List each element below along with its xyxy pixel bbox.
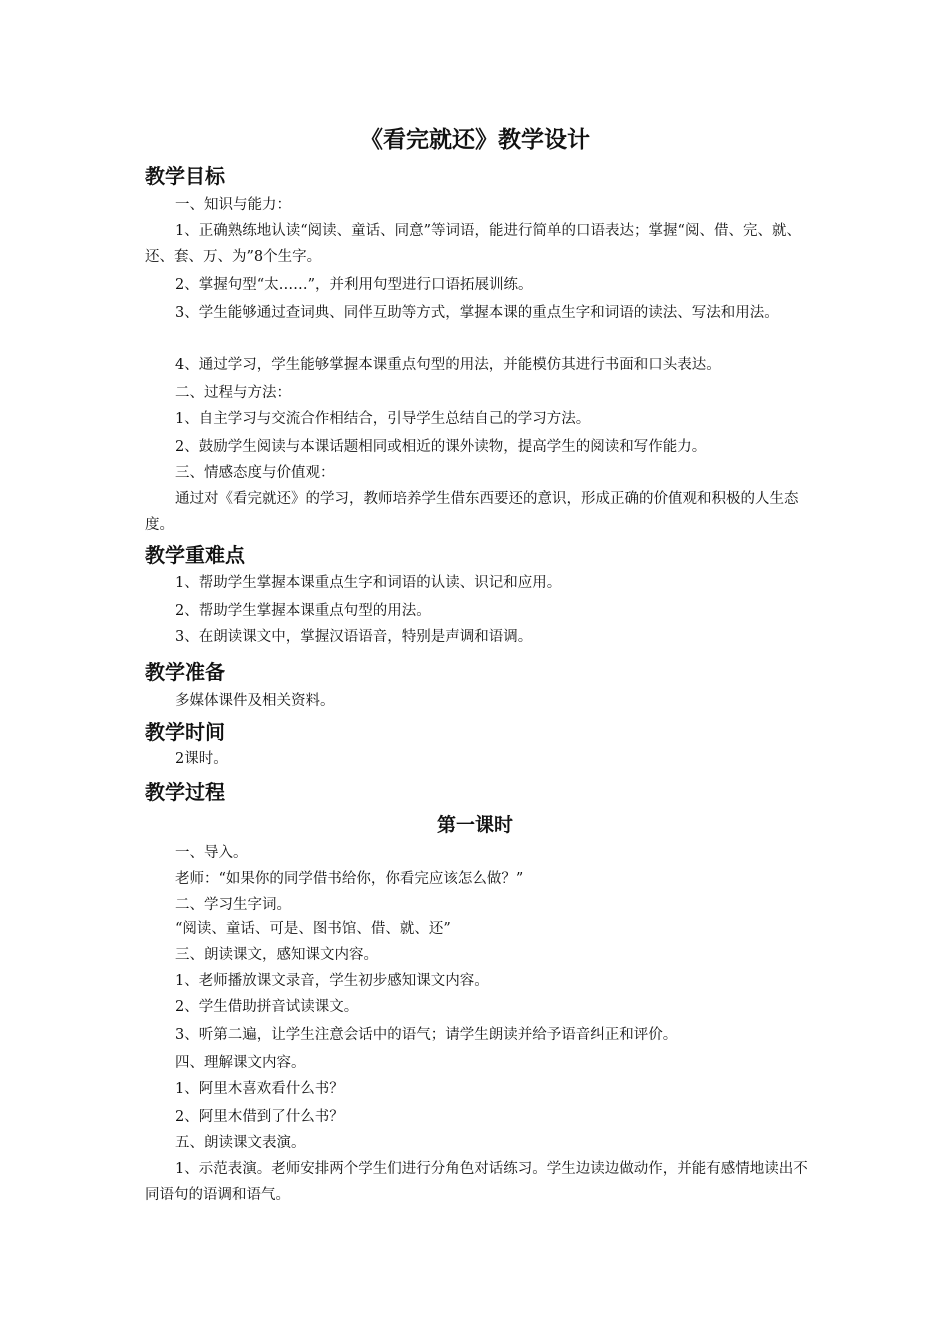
paragraph: 老师：“如果你的同学借书给你，你看完应该怎么做？” (175, 871, 524, 887)
paragraph: 五、朗读课文表演。 (175, 1135, 306, 1151)
paragraph: 1、帮助学生掌握本课重点生字和词语的认读、识记和应用。 (175, 575, 562, 591)
paragraph: 2、鼓励学生阅读与本课话题相同或相近的课外读物，提高学生的阅读和写作能力。 (175, 439, 707, 455)
paragraph: 通过对《看完就还》的学习，教师培养学生借东西要还的意识，形成正确的价值观和积极的人生态度。 (145, 491, 799, 533)
paragraph: 3、学生能够通过查词典、同伴互助等方式，掌握本课的重点生字和词语的读法、写法和用法。 (175, 305, 779, 321)
heading-prep: 教学准备 (145, 660, 225, 684)
paragraph: 三、情感态度与价值观： (175, 465, 335, 481)
paragraph: 一、知识与能力： (175, 197, 291, 213)
paragraph: 2、阿里木借到了什么书？ (175, 1109, 344, 1125)
subheading-lesson-one: 第一课时 (436, 814, 513, 836)
heading-time: 教学时间 (145, 720, 225, 744)
document-title: 《看完就还》教学设计 (360, 127, 590, 153)
paragraph: 1、阿里木喜欢看什么书？ (175, 1081, 344, 1097)
paragraph: 1、正确熟练地认读“阅读、童话、同意”等词语，能进行简单的口语表达；掌握“阅、借、完、就、还、套、万、为”8个生字。 (145, 223, 801, 265)
paragraph: 1、自主学习与交流合作相结合，引导学生总结自己的学习方法。 (175, 411, 591, 427)
paragraph: “阅读、童话、可是、图书馆、借、就、还” (175, 921, 451, 937)
paragraph: 4、通过学习，学生能够掌握本课重点句型的用法，并能模仿其进行书面和口头表达。 (175, 357, 721, 373)
paragraph: 2、掌握句型“太……”，并利用句型进行口语拓展训练。 (175, 277, 533, 293)
paragraph: 3、听第二遍，让学生注意会话中的语气；请学生朗读并给予语音纠正和评价。 (175, 1027, 678, 1043)
heading-process: 教学过程 (145, 780, 225, 804)
paragraph: 二、学习生字词。 (175, 897, 291, 913)
paragraph: 一、导入。 (175, 845, 248, 861)
heading-keypoints: 教学重难点 (145, 543, 245, 567)
paragraph: 1、老师播放课文录音，学生初步感知课文内容。 (175, 973, 489, 989)
paragraph: 1、示范表演。老师安排两个学生们进行分角色对话练习。学生边读边做动作，并能有感情地读出不同语句的语调和语气。 (145, 1161, 808, 1203)
paragraph: 四、理解课文内容。 (175, 1055, 306, 1071)
paragraph: 多媒体课件及相关资料。 (175, 693, 335, 709)
paragraph: 2、帮助学生掌握本课重点句型的用法。 (175, 603, 431, 619)
heading-goals: 教学目标 (145, 164, 225, 188)
paragraph: 3、在朗读课文中，掌握汉语语音，特别是声调和语调。 (175, 629, 533, 645)
paragraph: 2课时。 (175, 751, 228, 767)
paragraph: 二、过程与方法： (175, 385, 291, 401)
paragraph: 三、朗读课文，感知课文内容。 (175, 947, 378, 963)
paragraph: 2、学生借助拼音试读课文。 (175, 999, 359, 1015)
